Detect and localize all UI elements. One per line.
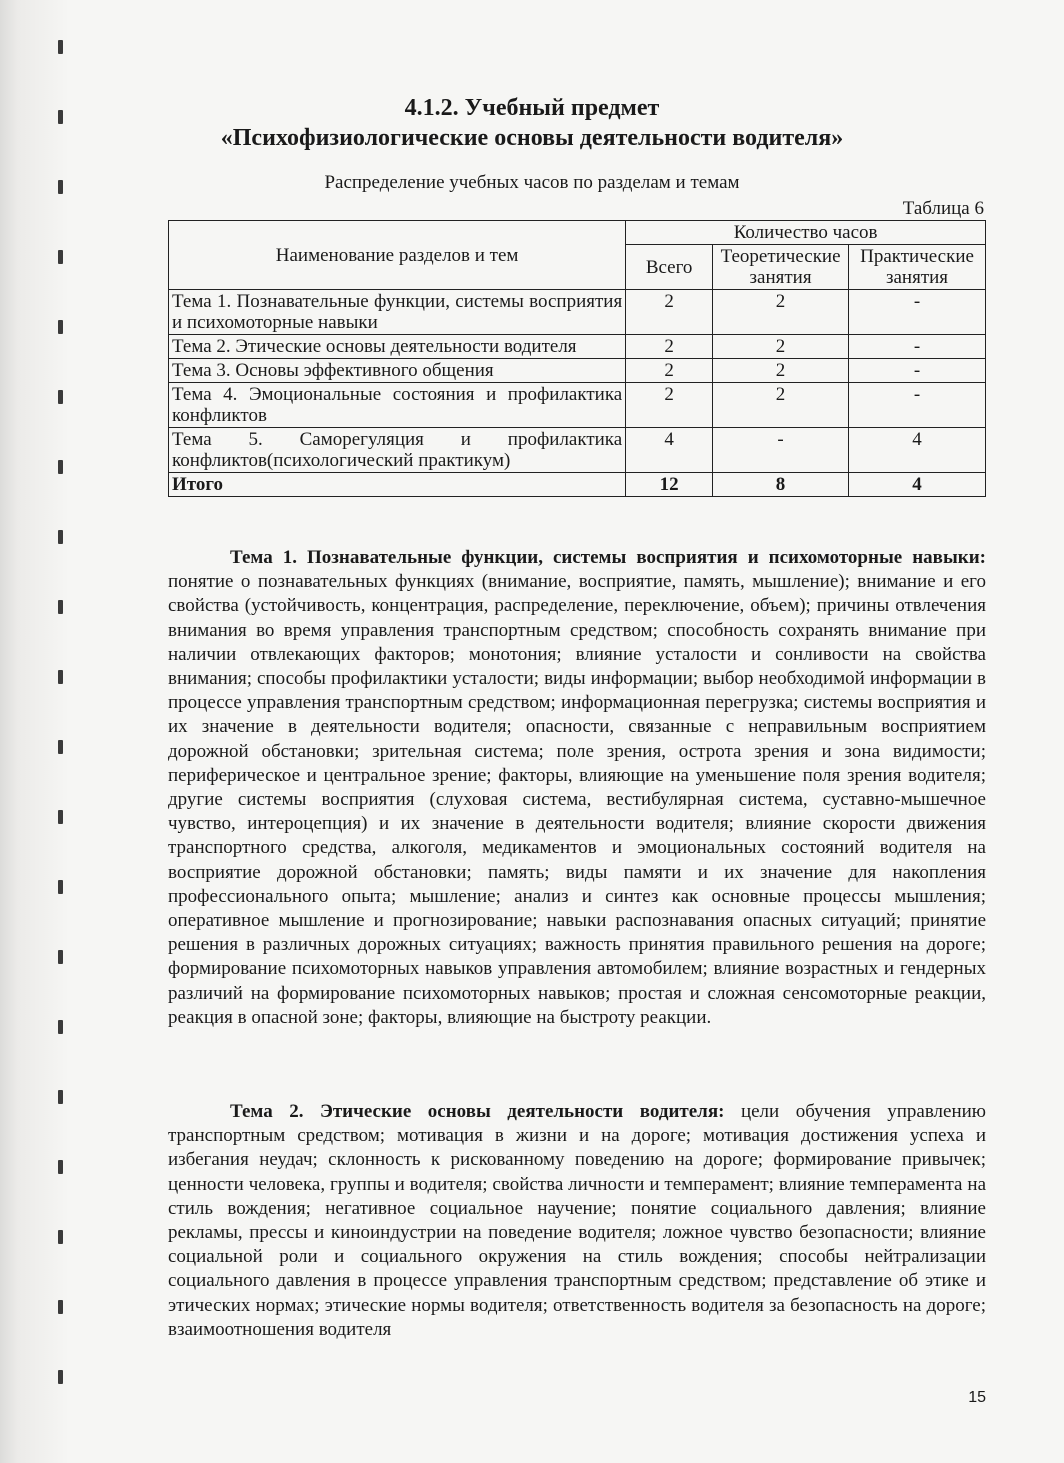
punch-hole: [58, 460, 63, 474]
binding-strip: [0, 0, 70, 1463]
header-practice: Практические занятия: [849, 245, 986, 290]
table-row: [169, 290, 986, 335]
row-name: Тема 4. Эмоциональные состояния и профилактика конфликтов: [169, 383, 626, 428]
table-row: [169, 428, 986, 473]
row-practice: 4: [849, 428, 986, 473]
section-topic-1: [168, 546, 986, 1030]
punch-hole: [58, 670, 63, 684]
table-header-row: [169, 221, 986, 245]
row-practice: -: [849, 290, 986, 335]
row-practice: -: [849, 335, 986, 359]
punch-hole: [58, 600, 63, 614]
table-row: [169, 359, 986, 383]
header-name: Наименование разделов и тем: [169, 221, 626, 290]
row-name: Тема 2. Этические основы деятельности водителя: [169, 335, 626, 359]
punch-hole: [58, 950, 63, 964]
row-theory: 2: [713, 290, 849, 335]
total-total: 12: [626, 473, 713, 497]
row-name: Тема 3. Основы эффективного общения: [169, 359, 626, 383]
row-name: Тема 1. Познавательные функции, системы восприятия и психомоторные навыки: [169, 290, 626, 335]
hours-table: [168, 220, 986, 497]
row-practice: -: [849, 383, 986, 428]
table-caption: Распределение учебных часов по разделам и темам: [324, 172, 740, 193]
punch-hole: [58, 1160, 63, 1174]
section-heading: Тема 1. Познавательные функции, системы восприятия и психомоторные навыки:: [230, 547, 986, 568]
page-title-line1: 4.1.2. Учебный предмет: [404, 95, 660, 121]
row-theory: 2: [713, 359, 849, 383]
total-practice: 4: [849, 473, 986, 497]
row-total: 2: [626, 359, 713, 383]
header-total: Всего: [626, 245, 713, 290]
punch-hole: [58, 250, 63, 264]
table-row: [169, 335, 986, 359]
row-theory: 2: [713, 335, 849, 359]
punch-hole: [58, 40, 63, 54]
section-text: понятие о познавательных функциях (внимание, восприятие, память, мышление); внимание и его свойства (устойчивость, концентрация, распределение, переключение, объем); причины отвлечения внимания во время управления транспортным средством; способность сохранять внимание при наличии отвлекающих факторов; монотония; влияние усталости и сонливости на свойства внимания; способы профилактики усталости; виды информации; выбор необходимой информации в процессе управления транспортным средством; информационная перегрузка; системы восприятия и их значение в деятельности водителя; опасности, связанные с неправильным восприятием дорожной обстановки; зрительная система; поле зрения, острота зрения и зона видимости; периферическое и центральное зрение; факторы, влияющие на уменьшение поля зрения водителя; другие системы восприятия (слуховая система, вестибулярная система, суставно-мышечное чувство, интероцепция) и их значение в деятельности водителя; влияние скорости движения транспортного средства, алкоголя, медикаментов и эмоциональных состояний водителя на восприятие дорожной обстановки; память; виды памяти и их значение для накопления профессионального опыта; мышление; анализ и синтез как основные процессы мышления; оперативное мышление и прогнозирование; навыки распознавания опасных ситуаций; принятие решения в различных дорожных ситуациях; важность принятия правильного решения на дороге; формирование психомоторных навыков управления автомобилем; влияние возрастных и гендерных различий на формирование психомоторных навыков; простая и сложная сенсомоторные реакции, реакция в опасной зоне; факторы, влияющие на быстроту реакции.: [168, 571, 986, 1028]
row-theory: -: [713, 428, 849, 473]
section-heading: Тема 2. Этические основы деятельности водителя:: [230, 1101, 725, 1122]
row-total: 2: [626, 290, 713, 335]
row-total: 2: [626, 335, 713, 359]
punch-hole: [58, 1230, 63, 1244]
table-number: Таблица 6: [902, 198, 984, 219]
row-theory: 2: [713, 383, 849, 428]
page-number: 15: [968, 1389, 986, 1406]
punch-hole: [58, 530, 63, 544]
row-total: 4: [626, 428, 713, 473]
table-row: [169, 383, 986, 428]
row-total: 2: [626, 383, 713, 428]
header-theory: Теоретические занятия: [713, 245, 849, 290]
punch-hole: [58, 320, 63, 334]
punch-hole: [58, 1300, 63, 1314]
punch-hole: [58, 1090, 63, 1104]
row-name: Тема 5. Саморегуляция и профилактика конфликтов(психологический практикум): [169, 428, 626, 473]
punch-hole: [58, 740, 63, 754]
punch-hole: [58, 810, 63, 824]
punch-hole: [58, 880, 63, 894]
punch-hole: [58, 390, 63, 404]
table-total-row: [169, 473, 986, 497]
section-text: цели обучения управлению транспортным средством; мотивация в жизни и на дороге; мотивация достижения успеха и избегания неудач; склонность к рискованному поведению на дороге; формирование привычек; ценности человека, группы и водителя; свойства личности и темперамент; влияние темперамента на стиль вождения; негативное социальное научение; понятие социального давления; влияние рекламы, прессы и киноиндустрии на поведение водителя; ложное чувство безопасности; влияние социальной роли и социального окружения на стиль вождения; способы нейтрализации социального давления в процессе управления транспортным средством; представление об этике и этических нормах; этические нормы водителя; ответственность водителя за безопасность на дороге; взаимоотношения водителя: [168, 1101, 986, 1340]
total-name: Итого: [169, 473, 626, 497]
punch-hole: [58, 1020, 63, 1034]
header-hours: Количество часов: [626, 221, 986, 245]
page-title-line2: «Психофизиологические основы деятельности водителя»: [220, 125, 844, 151]
section-topic-2: [168, 1100, 986, 1342]
row-practice: -: [849, 359, 986, 383]
punch-hole: [58, 1370, 63, 1384]
total-theory: 8: [713, 473, 849, 497]
